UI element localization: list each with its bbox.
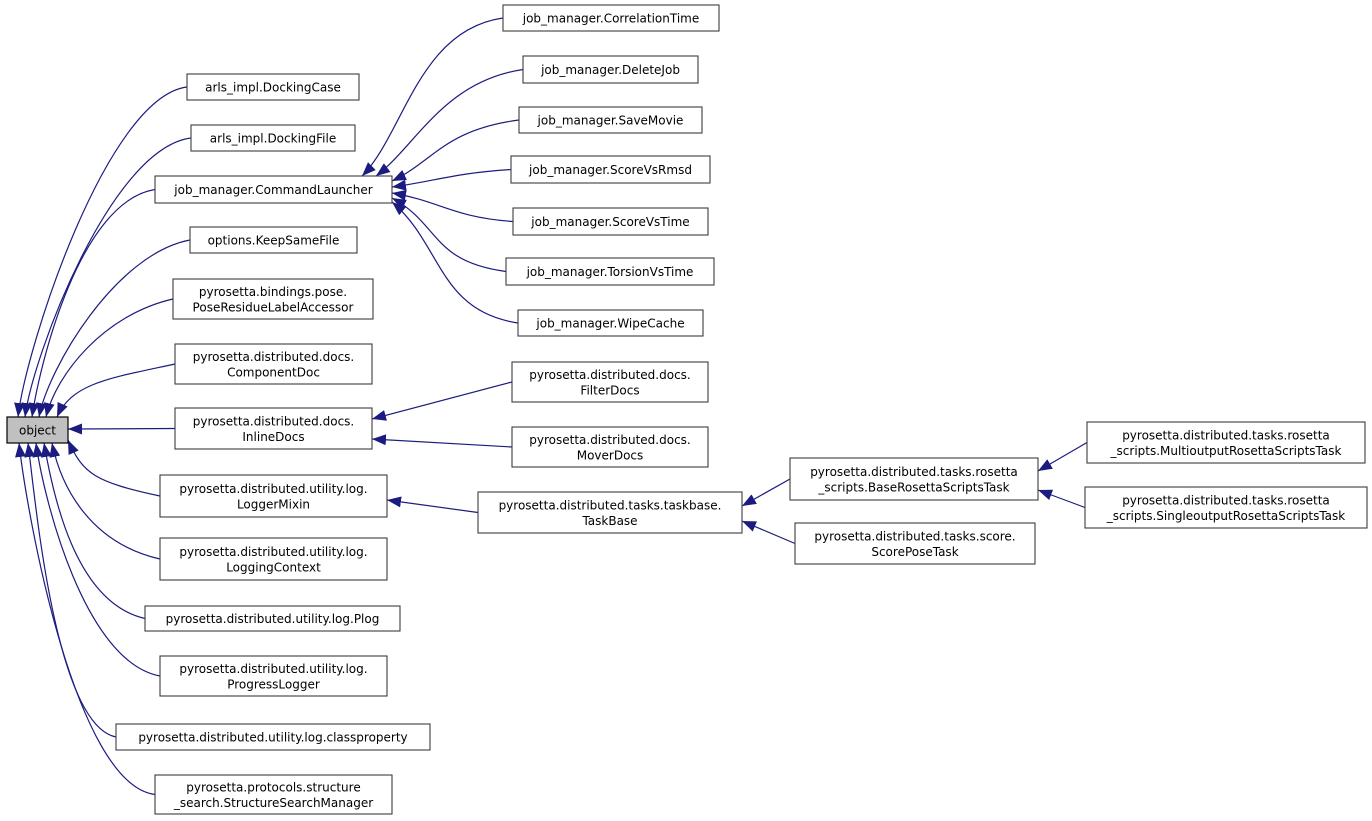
node-label: pyrosetta.distributed.utility.log. xyxy=(179,482,368,496)
node-label: arls_impl.DockingFile xyxy=(209,131,337,146)
node-wipecache[interactable] xyxy=(518,310,703,336)
node-label: pyrosetta.distributed.tasks.rosetta xyxy=(1122,428,1330,443)
node-label: pyrosetta.distributed.utility.log. xyxy=(179,662,368,676)
node-label: FilterDocs xyxy=(580,383,640,398)
node-label: job_manager.ScoreVsTime xyxy=(531,215,690,229)
node-structuresearch[interactable] xyxy=(155,775,392,814)
edge-taskbase-to-loggermixin xyxy=(387,500,478,513)
node-progresslogger[interactable] xyxy=(160,656,387,696)
edge-dockingcase-to-object xyxy=(18,87,187,417)
node-label: job_manager.CommandLauncher xyxy=(174,183,373,197)
node-inlinedocs[interactable] xyxy=(175,408,372,449)
node-label: pyrosetta.distributed.docs. xyxy=(192,350,355,364)
node-label: LoggerMixin xyxy=(236,497,311,512)
node-label: InlineDocs xyxy=(242,430,305,444)
node-label: arls_impl.DockingCase xyxy=(205,80,341,95)
edge-multioutput-to-baserosetta xyxy=(1038,443,1087,472)
node-label: _scripts.BaseRosettaScriptsTask xyxy=(818,480,1010,495)
node-commandlauncher[interactable] xyxy=(155,176,392,203)
node-label: job_manager.ScoreVsRmsd xyxy=(529,163,692,177)
node-label: pyrosetta.protocols.structure xyxy=(186,780,361,795)
node-label: PoseResidueLabelAccessor xyxy=(192,300,354,315)
edge-singleoutput-to-baserosetta xyxy=(1038,490,1085,508)
node-classproperty[interactable] xyxy=(116,724,430,750)
edge-scorevsrmsd-to-commandlauncher xyxy=(392,170,511,188)
node-scorevstime[interactable] xyxy=(513,208,708,235)
edge-loggingcontext-to-object xyxy=(52,443,160,559)
node-keepsamefile[interactable] xyxy=(190,227,357,253)
edge-componentdoc-to-object xyxy=(57,364,175,417)
node-dockingfile[interactable] xyxy=(191,125,355,151)
nodes-layer xyxy=(7,5,1367,814)
node-label: _search.StructureSearchManager xyxy=(173,796,374,810)
node-componentdoc[interactable] xyxy=(175,344,372,384)
edge-keepsamefile-to-object xyxy=(39,240,190,417)
node-scorepose[interactable] xyxy=(795,523,1035,564)
node-loggingcontext[interactable] xyxy=(160,538,387,580)
node-torsionvstime[interactable] xyxy=(506,258,714,285)
edge-baserosetta-to-taskbase xyxy=(742,479,790,506)
node-singleoutput[interactable] xyxy=(1085,487,1367,528)
node-label: job_manager.WipeCache xyxy=(536,316,685,331)
node-label: MoverDocs xyxy=(576,448,644,463)
node-deletejob[interactable] xyxy=(523,56,698,83)
node-plog[interactable] xyxy=(145,606,400,631)
node-filterdocs[interactable] xyxy=(512,362,708,402)
node-label: job_manager.CorrelationTime xyxy=(522,11,700,26)
node-label: pyrosetta.distributed.tasks.rosetta xyxy=(810,465,1018,479)
edge-classproperty-to-object xyxy=(28,443,116,737)
node-label: pyrosetta.distributed.tasks.taskbase. xyxy=(498,498,722,513)
node-label: pyrosetta.distributed.utility.log. xyxy=(179,545,368,559)
node-label: ProgressLogger xyxy=(227,677,320,692)
node-correlationtime[interactable] xyxy=(503,5,719,31)
node-label: object xyxy=(19,423,56,438)
node-label: pyrosetta.distributed.docs. xyxy=(529,368,691,382)
node-poserla[interactable] xyxy=(173,279,373,319)
edge-correlationtime-to-commandlauncher xyxy=(362,18,503,176)
node-label: ComponentDoc xyxy=(227,365,320,380)
node-object xyxy=(7,417,68,443)
edge-filterdocs-to-inlinedocs xyxy=(372,382,512,419)
node-label: pyrosetta.distributed.tasks.score. xyxy=(814,529,1016,544)
node-baserosetta[interactable] xyxy=(790,458,1038,500)
node-label: pyrosetta.distributed.docs. xyxy=(192,414,355,429)
edge-scorevstime-to-commandlauncher xyxy=(392,193,513,222)
node-label: LoggingContext xyxy=(226,560,321,575)
node-multioutput[interactable] xyxy=(1087,422,1365,463)
node-label: pyrosetta.distributed.utility.log.Plog xyxy=(165,612,380,626)
edge-loggermixin-to-object xyxy=(68,440,160,496)
edge-inlinedocs-to-object xyxy=(68,429,175,430)
node-label: pyrosetta.distributed.tasks.rosetta xyxy=(1122,493,1330,508)
node-label: TaskBase xyxy=(582,514,638,528)
node-label: _scripts.SingleoutputRosettaScriptsTask xyxy=(1106,509,1346,523)
node-savemovie[interactable] xyxy=(519,107,702,133)
node-label: pyrosetta.distributed.utility.log.classproperty xyxy=(138,730,408,745)
node-moverdocs[interactable] xyxy=(512,427,708,467)
edge-savemovie-to-commandlauncher xyxy=(392,120,519,181)
edge-moverdocs-to-inlinedocs xyxy=(372,439,512,447)
node-scorevsrmsd[interactable] xyxy=(511,156,710,183)
node-dockingcase[interactable] xyxy=(187,74,359,100)
node-label: pyrosetta.bindings.pose. xyxy=(198,285,348,299)
node-label: options.KeepSameFile xyxy=(207,233,340,248)
node-label: ScorePoseTask xyxy=(871,545,959,559)
node-label: job_manager.TorsionVsTime xyxy=(526,265,694,279)
node-taskbase[interactable] xyxy=(478,492,742,533)
node-label: job_manager.SaveMovie xyxy=(537,113,684,128)
edge-progresslogger-to-object xyxy=(36,443,160,676)
edge-poserla-to-object xyxy=(46,299,173,417)
node-label: pyrosetta.distributed.docs. xyxy=(529,433,691,447)
edge-scorepose-to-taskbase xyxy=(742,521,795,544)
node-label: _scripts.MultioutputRosettaScriptsTask xyxy=(1110,444,1342,458)
node-loggermixin[interactable] xyxy=(160,475,387,517)
node-label: job_manager.DeleteJob xyxy=(541,63,680,77)
